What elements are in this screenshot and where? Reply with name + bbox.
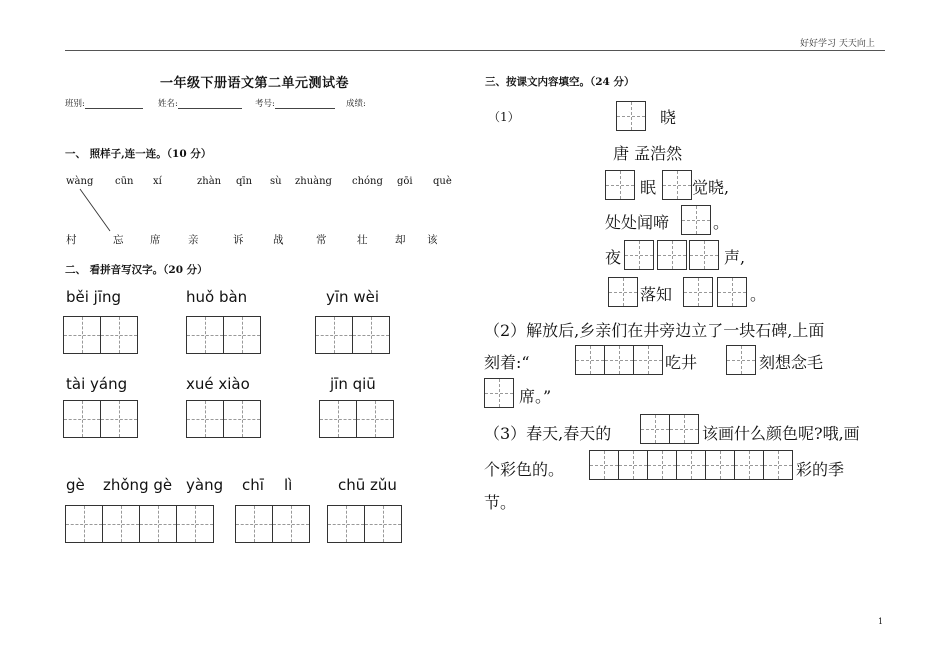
q3-text1b: 该画什么颜色呢?哦,画	[702, 424, 860, 443]
s1-pinyin: zhuàng	[295, 176, 332, 187]
poem-box[interactable]	[657, 240, 687, 270]
s2-pinyin: chī	[242, 476, 264, 494]
info-exam-no-label: 考号:	[255, 99, 275, 109]
q2-text2c: 刻想念毛	[759, 353, 824, 372]
poem-line2: 处处闻啼	[605, 213, 670, 232]
s2-pinyin: tài yáng	[66, 375, 128, 393]
q2-box-group[interactable]	[575, 345, 663, 375]
q2-box[interactable]	[726, 345, 756, 375]
info-name-label: 姓名:	[158, 99, 178, 109]
poem-line4a: 落知	[640, 285, 673, 304]
s2-pinyin: chū zǔu	[338, 476, 397, 494]
poem-author: 唐 孟浩然	[613, 144, 683, 163]
s2-pinyin: huǒ bàn	[186, 288, 248, 306]
q1-number: （1）	[488, 110, 520, 124]
poem-line3b: 声,	[724, 248, 746, 267]
answer-grid[interactable]	[65, 505, 214, 543]
answer-grid[interactable]	[315, 316, 390, 354]
s1-hanzi[interactable]: 村	[66, 234, 77, 246]
s1-pinyin: gōi	[397, 176, 413, 187]
poem-line1b: 觉晓,	[692, 178, 730, 197]
q2-text3: 席。”	[519, 387, 552, 406]
s1-hanzi[interactable]: 诉	[233, 234, 244, 246]
info-score: 成绩:	[346, 99, 366, 109]
s2-pinyin: yīn wèi	[326, 288, 379, 306]
answer-grid[interactable]	[327, 505, 402, 543]
s2-pinyin: jīn qiū	[330, 375, 376, 393]
s1-hanzi[interactable]: 壮	[357, 234, 368, 246]
q2-text1: （2）解放后,乡亲们在井旁边立了一块石碑,上面	[484, 321, 825, 340]
answer-grid[interactable]	[63, 400, 138, 438]
q3-text2b: 彩的季	[796, 460, 845, 479]
s2-pinyin: běi jīng	[66, 288, 122, 306]
s1-hanzi[interactable]: 却	[395, 234, 406, 246]
poem-box[interactable]	[681, 205, 711, 235]
s1-pinyin: qīn	[236, 176, 253, 187]
poem-box[interactable]	[624, 240, 654, 270]
poem-box[interactable]	[689, 240, 719, 270]
page-number: 1	[878, 617, 884, 626]
poem-title-box[interactable]	[616, 101, 646, 131]
s1-pinyin: sù	[270, 176, 282, 187]
s2-pinyin: gè	[66, 476, 85, 494]
section2-heading: 二、 看拼音写汉字。（20 分）	[65, 264, 208, 276]
s1-pinyin: wàng	[66, 176, 94, 187]
answer-grid[interactable]	[63, 316, 138, 354]
s1-pinyin: zhàn	[197, 176, 222, 187]
poem-line2-end: 。	[713, 213, 730, 232]
s2-pinyin: xué xiào	[186, 375, 250, 393]
section1-heading: 一、 照样子,连一连。（10 分）	[65, 148, 212, 160]
q3-box-group[interactable]	[589, 450, 793, 480]
section3-heading: 三、按课文内容填空。（24 分）	[485, 76, 635, 88]
q2-text2a: 刻着:“	[484, 353, 530, 372]
poem-line3a: 夜	[605, 248, 622, 267]
q2-text2b: 吃井	[665, 353, 698, 372]
poem-box[interactable]	[717, 277, 747, 307]
q3-text1a: （3）春天,春天的	[484, 424, 612, 443]
q3-text3: 节。	[484, 493, 517, 512]
poem-title-char: 晓	[660, 108, 677, 127]
s1-hanzi[interactable]: 亲	[188, 234, 199, 246]
poem-box[interactable]	[683, 277, 713, 307]
poem-box[interactable]	[608, 277, 638, 307]
s1-hanzi[interactable]: 忘	[113, 234, 124, 246]
s2-pinyin: lì	[284, 476, 293, 494]
s1-pinyin: què	[433, 176, 452, 187]
s1-pinyin: chóng	[352, 176, 383, 187]
s1-hanzi[interactable]: 该	[427, 234, 438, 246]
s1-pinyin: cūn	[115, 176, 134, 187]
page-title: 一年级下册语文第二单元测试卷	[160, 76, 350, 91]
answer-grid[interactable]	[186, 400, 261, 438]
q3-text2a: 个彩色的。	[484, 460, 565, 479]
poem-line1a: 眠	[640, 178, 657, 197]
q2-box[interactable]	[484, 378, 514, 408]
poem-box[interactable]	[605, 170, 635, 200]
poem-box[interactable]	[662, 170, 692, 200]
q3-box-group[interactable]	[640, 414, 699, 444]
poem-line4-end: 。	[750, 285, 767, 304]
info-class-label: 班别:	[65, 99, 85, 109]
s1-pinyin: xí	[153, 176, 162, 187]
s2-pinyin: yàng	[186, 476, 224, 494]
answer-grid[interactable]	[235, 505, 310, 543]
s1-hanzi[interactable]: 席	[150, 234, 161, 246]
answer-grid[interactable]	[186, 316, 261, 354]
answer-grid[interactable]	[319, 400, 394, 438]
s1-hanzi[interactable]: 战	[273, 234, 284, 246]
header-motto: 好好学习 天天向上	[800, 39, 875, 49]
s2-pinyin: zhǒng gè	[103, 476, 173, 494]
s1-hanzi[interactable]: 常	[316, 234, 327, 246]
